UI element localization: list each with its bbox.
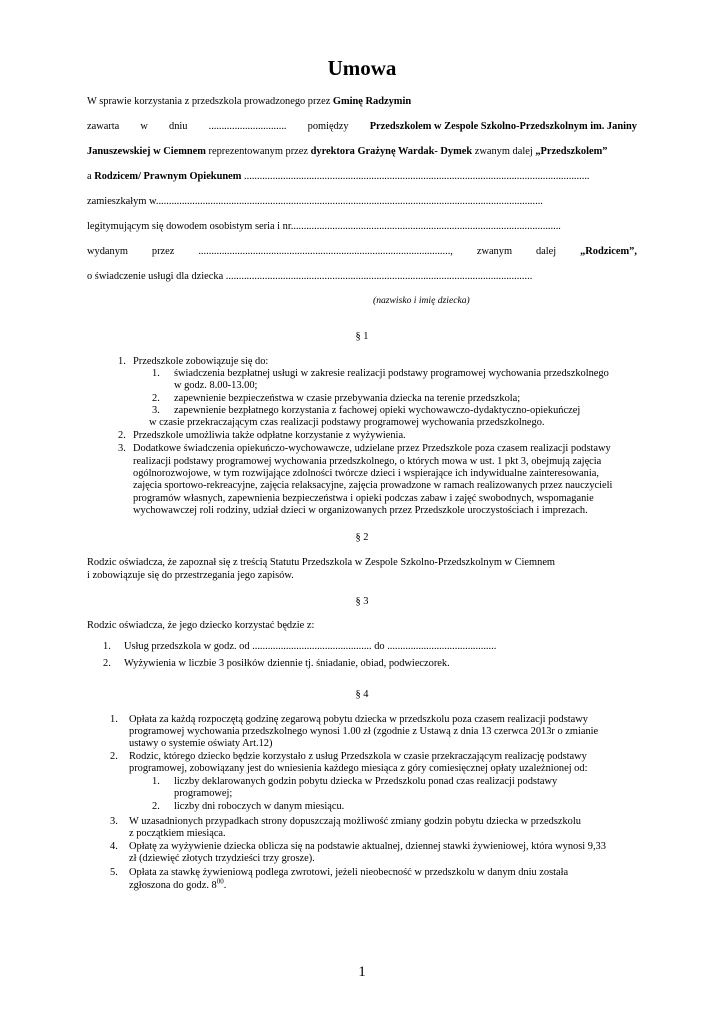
list-number: 2. [103, 658, 111, 669]
s3-intro: Rodzic oświadcza, że jego dziecko korzystać będzie z: [87, 620, 315, 631]
section-3-heading: § 3 [355, 596, 369, 607]
child-caption: (nazwisko i imię dziecka) [373, 295, 470, 306]
intro-word: w [140, 121, 148, 132]
s4-item-5-period: . [223, 880, 227, 891]
s1-item-3-line-3: ogólnorozwojowe, w tym rozwijające zdolności twórcze dzieci i wspierające ich indywidualne zainteresowania, [133, 468, 599, 479]
list-number: 2. [110, 751, 118, 762]
s1-sub-3-line-2: w czasie przekraczającym czas realizacji podstawy programowej wychowania przedszkolnego. [149, 417, 545, 428]
s3-item-2: Wyżywienia w liczbie 3 posiłków dziennie tj. śniadanie, obiad, podwieczorek. [124, 658, 450, 669]
s4-item-4-line-1: Opłatę za wyżywienie dziecka oblicza się na podstawie aktualnej, dziennej stawki żywieniowej, która wynosi 9,33 [129, 841, 606, 852]
issuer-blank: ................................................................................................., [198, 246, 453, 257]
municipality-name: Gminę Radzymin [332, 96, 412, 107]
intro-line-2 [87, 121, 637, 133]
list-number: 4. [110, 841, 118, 852]
s4-item-2-line-2: programowej, zobowiązany jest do wniesienia każdego miesiąca z góry comiesięcznej opłaty uzależnionej od: [129, 763, 588, 774]
party-preschool: „Przedszkolem” [535, 146, 608, 157]
id-document-line: legitymującym się dowodem osobistym seria i nr........................................................................................................ [87, 221, 561, 232]
intro-text: zwanym dalej [472, 146, 536, 157]
date-blank: .............................. [208, 121, 287, 132]
child-line: o świadczenie usługi dla dziecka ...................................................................................................................... [87, 271, 533, 282]
intro-line-7 [87, 246, 637, 258]
intro-word: zwanym [476, 246, 513, 257]
page-number: 1 [358, 964, 366, 980]
s4-item-2-line-1: Rodzic, którego dziecko będzie korzystało z usług Przedszkola w czasie przekraczającym realizację podstawy [129, 751, 587, 762]
section-2-heading: § 2 [355, 532, 369, 543]
address-line: zamieszkałym w..................................................................................................................................................... [87, 196, 543, 207]
list-number: 1. [110, 714, 118, 725]
s4-sub-1-line-1: liczby deklarowanych godzin pobytu dziecka w Przedszkolu ponad czas realizacji podstawy [174, 776, 558, 787]
party-parent-short: „Rodzicem”, [580, 246, 637, 257]
s4-item-4-line-2: zł (dziewięć złotych trzydzieści trzy grosze). [129, 853, 315, 864]
s1-sub-1-line-1: świadczenia bezpłatnej usługi w zakresie realizacji podstawy programowej wychowania przedszkolnego [174, 368, 609, 379]
s4-item-5-line-2 [129, 877, 227, 892]
intro-text: reprezentowanym przez [205, 146, 311, 157]
list-number: 1. [152, 776, 160, 787]
preschool-name: Przedszkolem w Zespole Szkolno-Przedszkolnym im. Janiny [369, 121, 637, 132]
intro-word: zawarta [87, 121, 120, 132]
list-number: 2. [152, 393, 160, 404]
s4-sub-1-line-2: programowej; [174, 788, 233, 799]
superscript: 00 [216, 877, 224, 886]
s4-item-5-line-1: Opłata za stawkę żywieniową podlega zwrotowi, jeżeli nieobecność w przedszkolu w danym dniu została [129, 867, 569, 878]
s1-item-2: Przedszkole umożliwia także odpłatne korzystanie z wyżywienia. [133, 430, 406, 441]
s4-item-1-line-2: programowej wychowania przedszkolnego wynosi 1.00 zł (zgodnie z Ustawą z dnia 13 czerwca 2013r o zmianie [129, 726, 599, 737]
director-name: dyrektora Grażynę Wardak- Dymek [310, 146, 473, 157]
list-number: 5. [110, 867, 118, 878]
s1-item-3-line-5: programów własnych, zapewnienia bezpieczeństwa i opieki podczas zabaw i zajęć swobodnych, wspomaganie [133, 493, 594, 504]
s1-item-3-line-4: zajęcia sportowo-rekreacyjne, zajęcia relaksacyjne, zajęcia prowadzone w ramach realizowanych przez nauczycieli [133, 480, 613, 491]
s1-item-1: Przedszkole zobowiązuje się do: [133, 356, 269, 367]
section-4-heading: § 4 [355, 689, 369, 700]
s2-line-2: i zobowiązuje się do przestrzegania jego zapisów. [87, 570, 294, 581]
list-number: 1. [103, 641, 111, 652]
s4-item-3-line-2: z początkiem miesiąca. [129, 828, 226, 839]
list-number: 3. [118, 443, 126, 454]
list-number: 2. [152, 801, 160, 812]
preschool-name-cont: Januszewskiej w Ciemnem [87, 146, 206, 157]
intro-text: W sprawie korzystania z przedszkola prowadzonego przez [87, 96, 333, 107]
parent-name-blank: ..................................................................................................................................... [241, 171, 590, 182]
s4-item-1-line-1: Opłata za każdą rozpoczętą godzinę zegarową pobytu dziecka w przedszkolu poza czasem realizacji podstawy [129, 714, 588, 725]
s4-item-5-text: zgłoszona do godz. 8 [129, 880, 217, 891]
s1-item-3-line-2: realizacji podstawy programowej wychowania przedszkolnego, o których mowa w ust. 1 pkt 3, obejmują zajęcia [133, 456, 602, 467]
list-number: 1. [152, 368, 160, 379]
s4-sub-2: liczby dni roboczych w danym miesiącu. [174, 801, 345, 812]
intro-word: wydanym [87, 246, 128, 257]
list-number: 1. [118, 356, 126, 367]
intro-text: a [87, 171, 95, 182]
s1-item-3-line-1: Dodatkowe świadczenia opiekuńczo-wychowawcze, udzielane przez Przedszkole poza czasem realizacji podstawy [133, 443, 611, 454]
intro-word: pomiędzy [307, 121, 349, 132]
intro-word: przez [151, 246, 175, 257]
section-1-heading: § 1 [355, 331, 369, 342]
s4-item-1-line-3: ustawy o systemie oświaty Art.12) [129, 738, 273, 749]
s3-item-1: Usług przedszkola w godz. od .............................................. do .......................................... [124, 641, 497, 652]
s4-item-3-line-1: W uzasadnionych przypadkach strony dopuszczają możliwość zmiany godzin pobytu dziecka w przedszkolu [129, 816, 581, 827]
s2-line-1: Rodzic oświadcza, że zapoznał się z treścią Statutu Przedszkola w Zespole Szkolno-Przedszkolnym w Ciemnem [87, 557, 556, 568]
intro-word: dniu [169, 121, 188, 132]
intro-line-3 [87, 146, 607, 158]
intro-line-1 [87, 96, 411, 108]
intro-word: dalej [535, 246, 557, 257]
list-number: 3. [152, 405, 160, 416]
list-number: 3. [110, 816, 118, 827]
intro-line-4 [87, 171, 590, 183]
s1-item-3-line-6: wychowawczej roli rodziny, udział dzieci w organizowanych przez Przedszkole uroczystościach i imprezach. [133, 505, 588, 516]
s1-sub-3-line-1: zapewnienie bezpłatnego korzystania z fachowej opieki wychowawczo-dydaktyczno-opiekuńczej [174, 405, 581, 416]
document-title: Umowa [327, 56, 397, 80]
party-parent: Rodzicem/ Prawnym Opiekunem [94, 171, 242, 182]
s1-sub-1-line-2: w godz. 8.00-13.00; [174, 380, 258, 391]
s1-sub-2: zapewnienie bezpieczeństwa w czasie przebywania dziecka na terenie przedszkola; [174, 393, 521, 404]
list-number: 2. [118, 430, 126, 441]
